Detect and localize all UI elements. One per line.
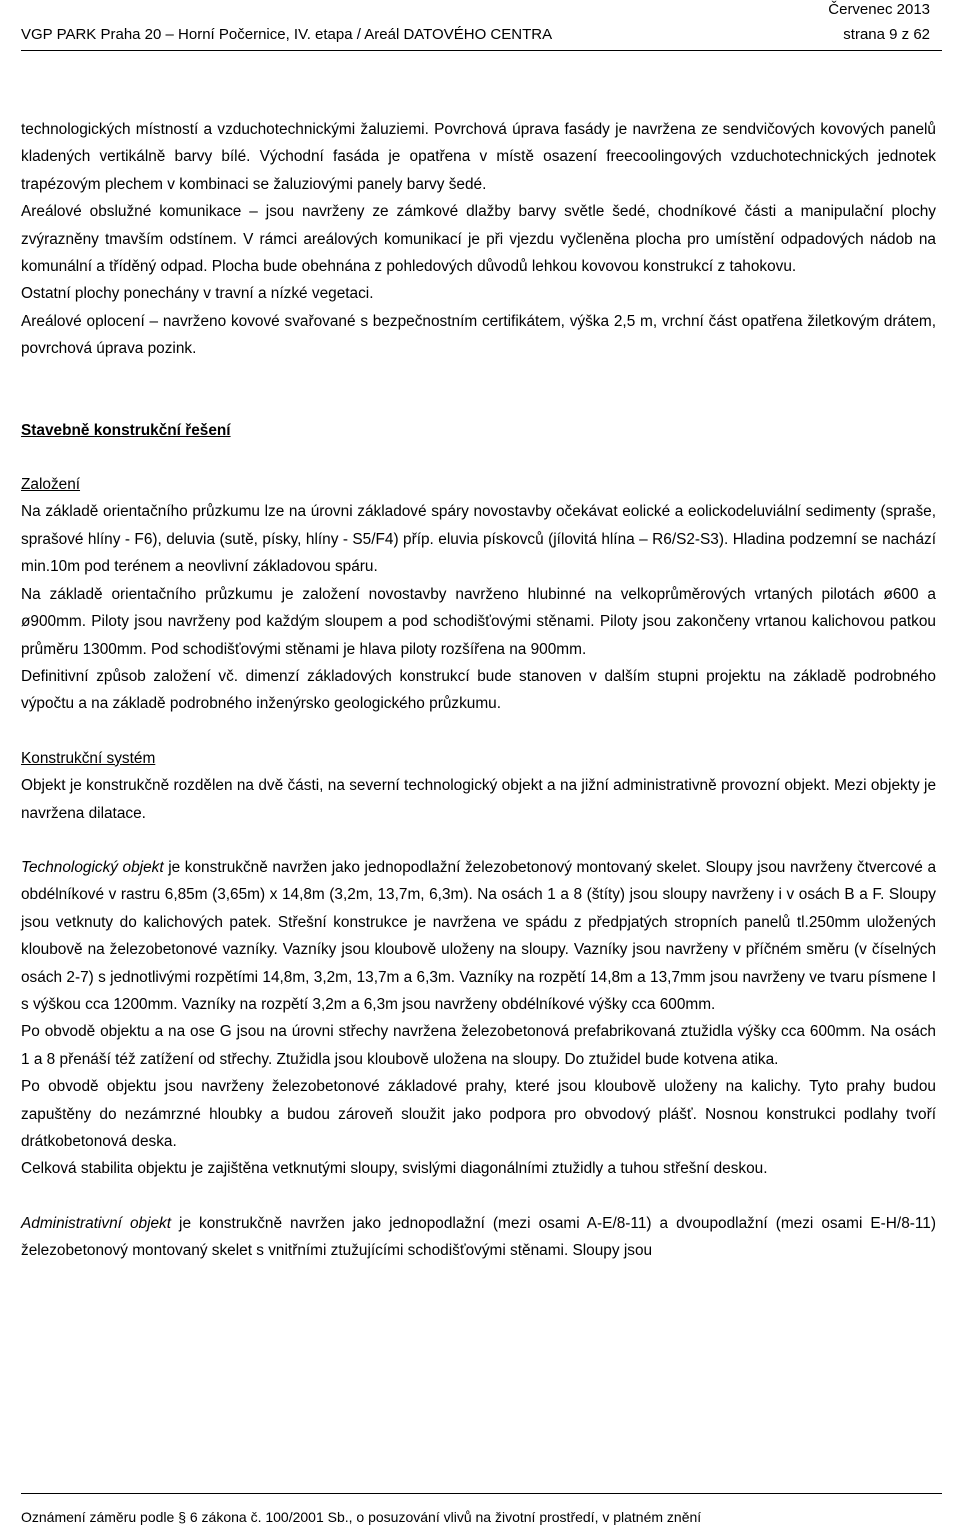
paragraph: Na základě orientačního průzkumu je založení novostavby navrženo hlubinné na velkoprůměrových vrtaných pilotách ø600 a ø900mm. Piloty jsou navrženy pod každým sloupem a pod schodišťovými stěnami. Piloty jsou zakončeny vrtanou kalichovou patkou průměru 1300mm. Pod schodišťovými stěnami je hlava piloty rozšířena na 900mm. (21, 585, 936, 658)
subsection-heading-konstrukcni-system: Konstrukční systém (21, 749, 156, 767)
paragraph: Definitivní způsob založení vč. dimenzí základových konstrukcí bude stanoven v dalším stupni projektu na základě podrobného výpočtu a na základě podrobného inženýrsko geologického průzkumu. (21, 667, 936, 713)
paragraph: technologických místností a vzduchotechnickými žaluziemi. Povrchová úprava fasády je navržena ze sendvičových kovových panelů kladených vertikálně barvy bílé. Východní fasáda je opatřena v místě osazení freecoolingových vzduchotechnických jednotek trapézovým plechem v kombinaci se žaluziovými panely barvy šedé. (21, 121, 936, 193)
subsection-heading-zalozeni: Založení (21, 476, 81, 494)
paragraph: Ostatní plochy ponechány v travní a nízké vegetaci. (21, 285, 374, 303)
paragraph-text: je konstrukčně navržen jako jednopodlažní (mezi osami A-E/8-11) a dvoupodlažní (mezi osami E-H/8-11) železobetonový montovaný skelet s vnitřními ztužujícími schodišťovými stěnami. Sloupy jsou (21, 1214, 936, 1260)
document-body (21, 116, 936, 1265)
paragraph: Po obvodě objektu jsou navrženy železobetonové základové prahy, které jsou kloubově uloženy na kalichy. Tyto prahy budou zapuštěny do nezámrzné hloubky a budou zároveň sloužit jako podpora pro obvodový plášť. Nosnou konstrukci podlahy tvoří drátkobetonová deska. (21, 1078, 936, 1150)
paragraph: Areálové obslužné komunikace – jsou navrženy ze zámkové dlažby barvy světle šedé, chodníkové části a manipulační plochy zvýrazněny tmavším odstínem. V rámci areálových komunikací je při vjezdu vyčleněna plocha pro umístění odpadových nádob na komunální a tříděný odpad. Plocha bude obehnána z pohledových důvodů lehkou kovovou konstrukcí z tahokovu. (21, 203, 936, 276)
paragraph: Areálové oplocení – navrženo kovové svařované s bezpečnostním certifikátem, výška 2,5 m, vrchní část opatřena žiletkovým drátem, povrchová úprava pozink. (21, 312, 936, 358)
page-footer: Oznámení záměru podle § 6 zákona č. 100/2001 Sb., o posuzování vlivů na životní prostředí, v platném znění (21, 1509, 702, 1525)
document-title: VGP PARK Praha 20 – Horní Počernice, IV. etapa / Areál DATOVÉHO CENTRA (21, 26, 553, 43)
header-rule (21, 50, 942, 51)
header-date: Červenec 2013 (828, 1, 930, 18)
paragraph-administrativni-objekt (21, 1210, 936, 1265)
paragraph-text: je konstrukčně navržen jako jednopodlažní železobetonový montovaný skelet. Sloupy jsou navrženy čtvercové a obdélníkové v rastru 6,85m (3,65m) x 14,8m (3,2m, 13,7m, 6,3m). Na osách 1 a 8 (štíty) jsou sloupy navrženy i v osách B a F. Sloupy jsou vetknuty do kalichových patek. Střešní konstrukce je navržena ve spádu z předpjatých stropních panelů tl.250mm uložených kloubově na železobetonové vazníky. Vazníky jsou kloubově uloženy na sloupy. Vazníky jsou navrženy v příčném směru (v číselných osách 2-7) s jednotlivými rozpětími 14,8m, 3,2m, 13,7m a 6,3m. Vazníky na rozpětí 14,8m a 13,7mm jsou navrženy ve tvaru písmene I s výškou cca 1200mm. Vazníky na rozpětí 3,2m a 6,3m jsou navrženy obdélníkové výšky cca 600mm. (21, 858, 937, 1013)
paragraph: Objekt je konstrukčně rozdělen na dvě části, na severní technologický objekt a na jižní administrativně provozní objekt. Mezi objekty je navržena dilatace. (21, 777, 936, 822)
page-number: strana 9 z 62 (843, 26, 930, 43)
italic-label: Administrativní objekt (21, 1214, 172, 1232)
paragraph: Po obvodě objektu a na ose G jsou na úrovni střechy navržena železobetonová prefabrikovaná ztužidla výšky cca 600mm. Na osách 1 a 8 přenáší též zatížení od střechy. Ztužidla jsou kloubově uložena na sloupy. Do ztužidel bude kotvena atika. (21, 1023, 936, 1068)
paragraph: Na základě orientačního průzkumu lze na úrovni základové spáry novostavby očekávat eolické a eolickodeluviální sedimenty (spraše, sprašové hlíny - F6), deluvia (sutě, písky, hlíny - S5/F4) příp. eluvia pískovců (jílovitá hlína – R6/S2-S3). Hladina podzemní se nachází min.10m pod terénem a neovlivní základovou spáru. (21, 503, 936, 576)
page-header (21, 26, 930, 43)
paragraph: Celková stabilita objektu je zajištěna vetknutými sloupy, svislými diagonálními ztužidly a tuhou střešní deskou. (21, 1160, 768, 1178)
section-heading: Stavebně konstrukční řešení (21, 421, 231, 439)
footer-rule (21, 1493, 942, 1494)
paragraph-technologicky-objekt (21, 854, 936, 1018)
italic-label: Technologický objekt (21, 858, 164, 876)
